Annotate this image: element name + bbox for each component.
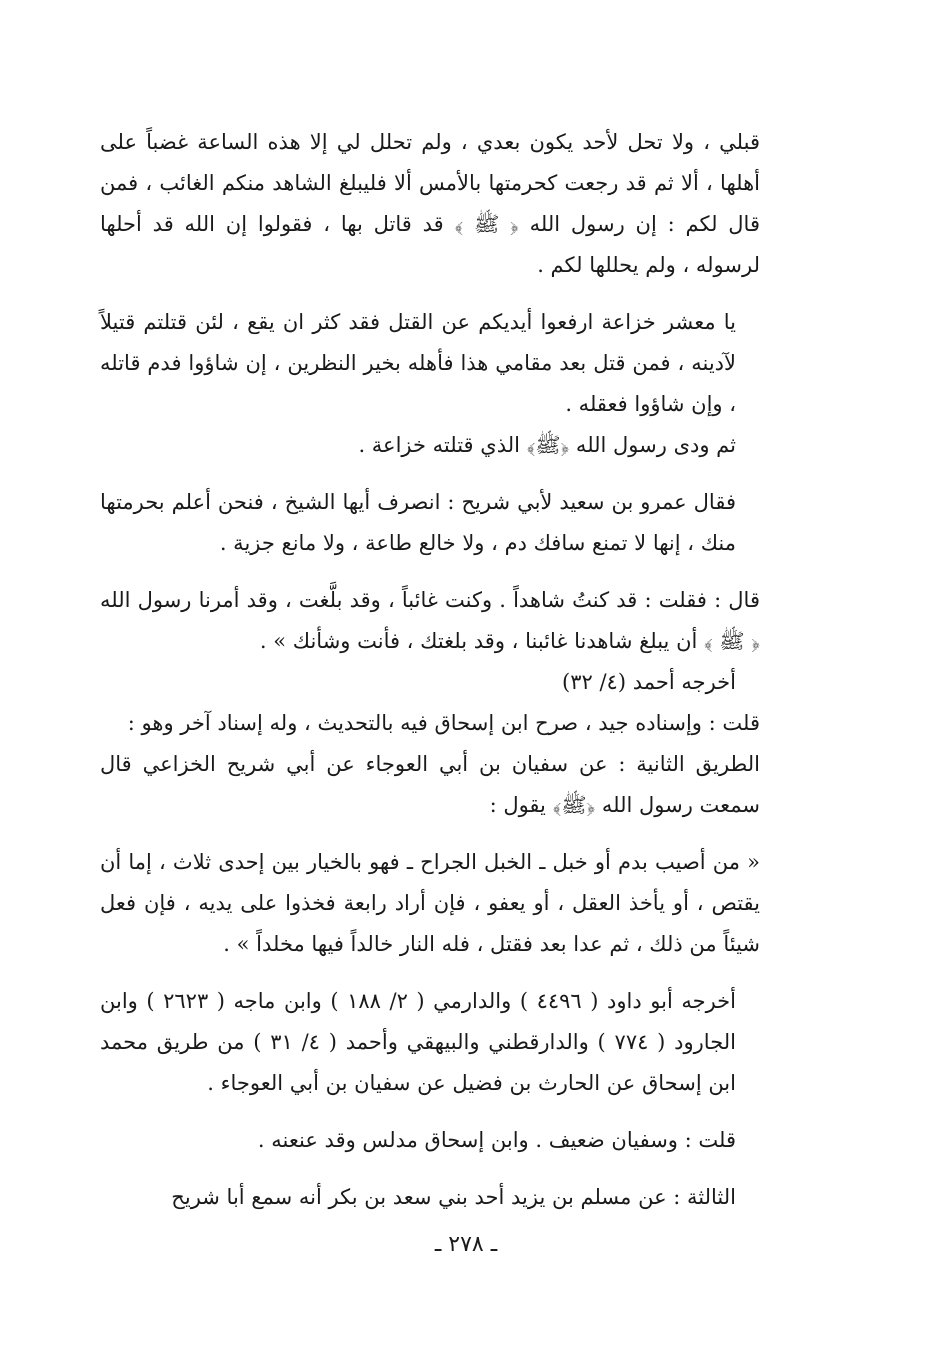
paragraph: الطريق الثانية : عن سفيان بن أبي العوجاء عن أبي شريح الخزاعي قال سمعت رسول الله ﴿ﷺ﴾ يقول :	[100, 752, 760, 817]
source-citation: أخرجه أبو داود ( ٤٤٩٦ ) والدارمي ( ٢/ ١٨٨ ) وابن ماجه ( ٢٦٢٣ ) وابن الجارود ( ٧٧٤ ) والدارقطني والبيهقي وأحمد ( ٤/ ٣١ ) من طريق محمد ابن إسحاق عن الحارث بن فضيل عن سفيان بن أبي العوجاء .	[100, 989, 736, 1095]
hadith-quote: « من أصيب بدم أو خبل ـ الخبل الجراح ـ فهو بالخيار بين إحدى ثلاث ، إما أن يقتص ، أو يأخذ العقل ، أو يعفو ، فإن أراد رابعة فخذوا على يديه ، فإن فعل شيئاً من ذلك ، ثم عدا بعد فقتل ، فله النار خالداً فيها مخلداً » .	[100, 850, 760, 956]
paragraph: الثالثة : عن مسلم بن يزيد أحد بني سعد بن بكر أنه سمع أبا شريح	[171, 1185, 736, 1209]
paragraph: ثم ودى رسول الله ﴿ﷺ﴾ الذي قتلته خزاعة .	[358, 433, 736, 457]
paragraph: قلت : وإسناده جيد ، صرح ابن إسحاق فيه بالتحديث ، وله إسناد آخر وهو :	[127, 711, 760, 735]
page-number: ـ ٢٧٨ ـ	[434, 1232, 498, 1257]
source-citation: أخرجه أحمد (٤/ ٣٢)	[562, 670, 736, 694]
page-body	[100, 122, 760, 1218]
paragraph: قبلي ، ولا تحل لأحد يكون بعدي ، ولم تحلل لي إلا هذه الساعة غضباً على أهلها ، ألا ثم قد رجعت كحرمتها بالأمس ألا فليبلغ الشاهد منكم الغائب ، فمن قال لكم : إن رسول الله ﴿ ﷺ ﴾ قد قاتل بها ، فقولوا إن الله قد أحلها لرسوله ، ولم يحللها لكم .	[100, 130, 760, 277]
paragraph: فقال عمرو بن سعيد لأبي شريح : انصرف أيها الشيخ ، فنحن أعلم بحرمتها منك ، إنها لا تمنع سافك دم ، ولا خالع طاعة ، ولا مانع جزية .	[100, 490, 736, 555]
paragraph: يا معشر خزاعة ارفعوا أيديكم عن القتل فقد كثر ان يقع ، لئن قتلتم قتيلاً لآدينه ، فمن قتل بعد مقامي هذا فأهله بخير النظرين ، إن شاؤوا فدم قاتله ، وإن شاؤوا فعقله .	[100, 310, 736, 416]
paragraph: قال : فقلت : قد كنتُ شاهداً . وكنت غائباً ، وقد بلَّغت ، وقد أمرنا رسول الله ﴿ ﷺ ﴾ أن يبلغ شاهدنا غائبنا ، وقد بلغتك ، فأنت وشأنك » .	[100, 588, 760, 653]
paragraph: قلت : وسفيان ضعيف . وابن إسحاق مدلس وقد عنعنه .	[257, 1128, 736, 1152]
